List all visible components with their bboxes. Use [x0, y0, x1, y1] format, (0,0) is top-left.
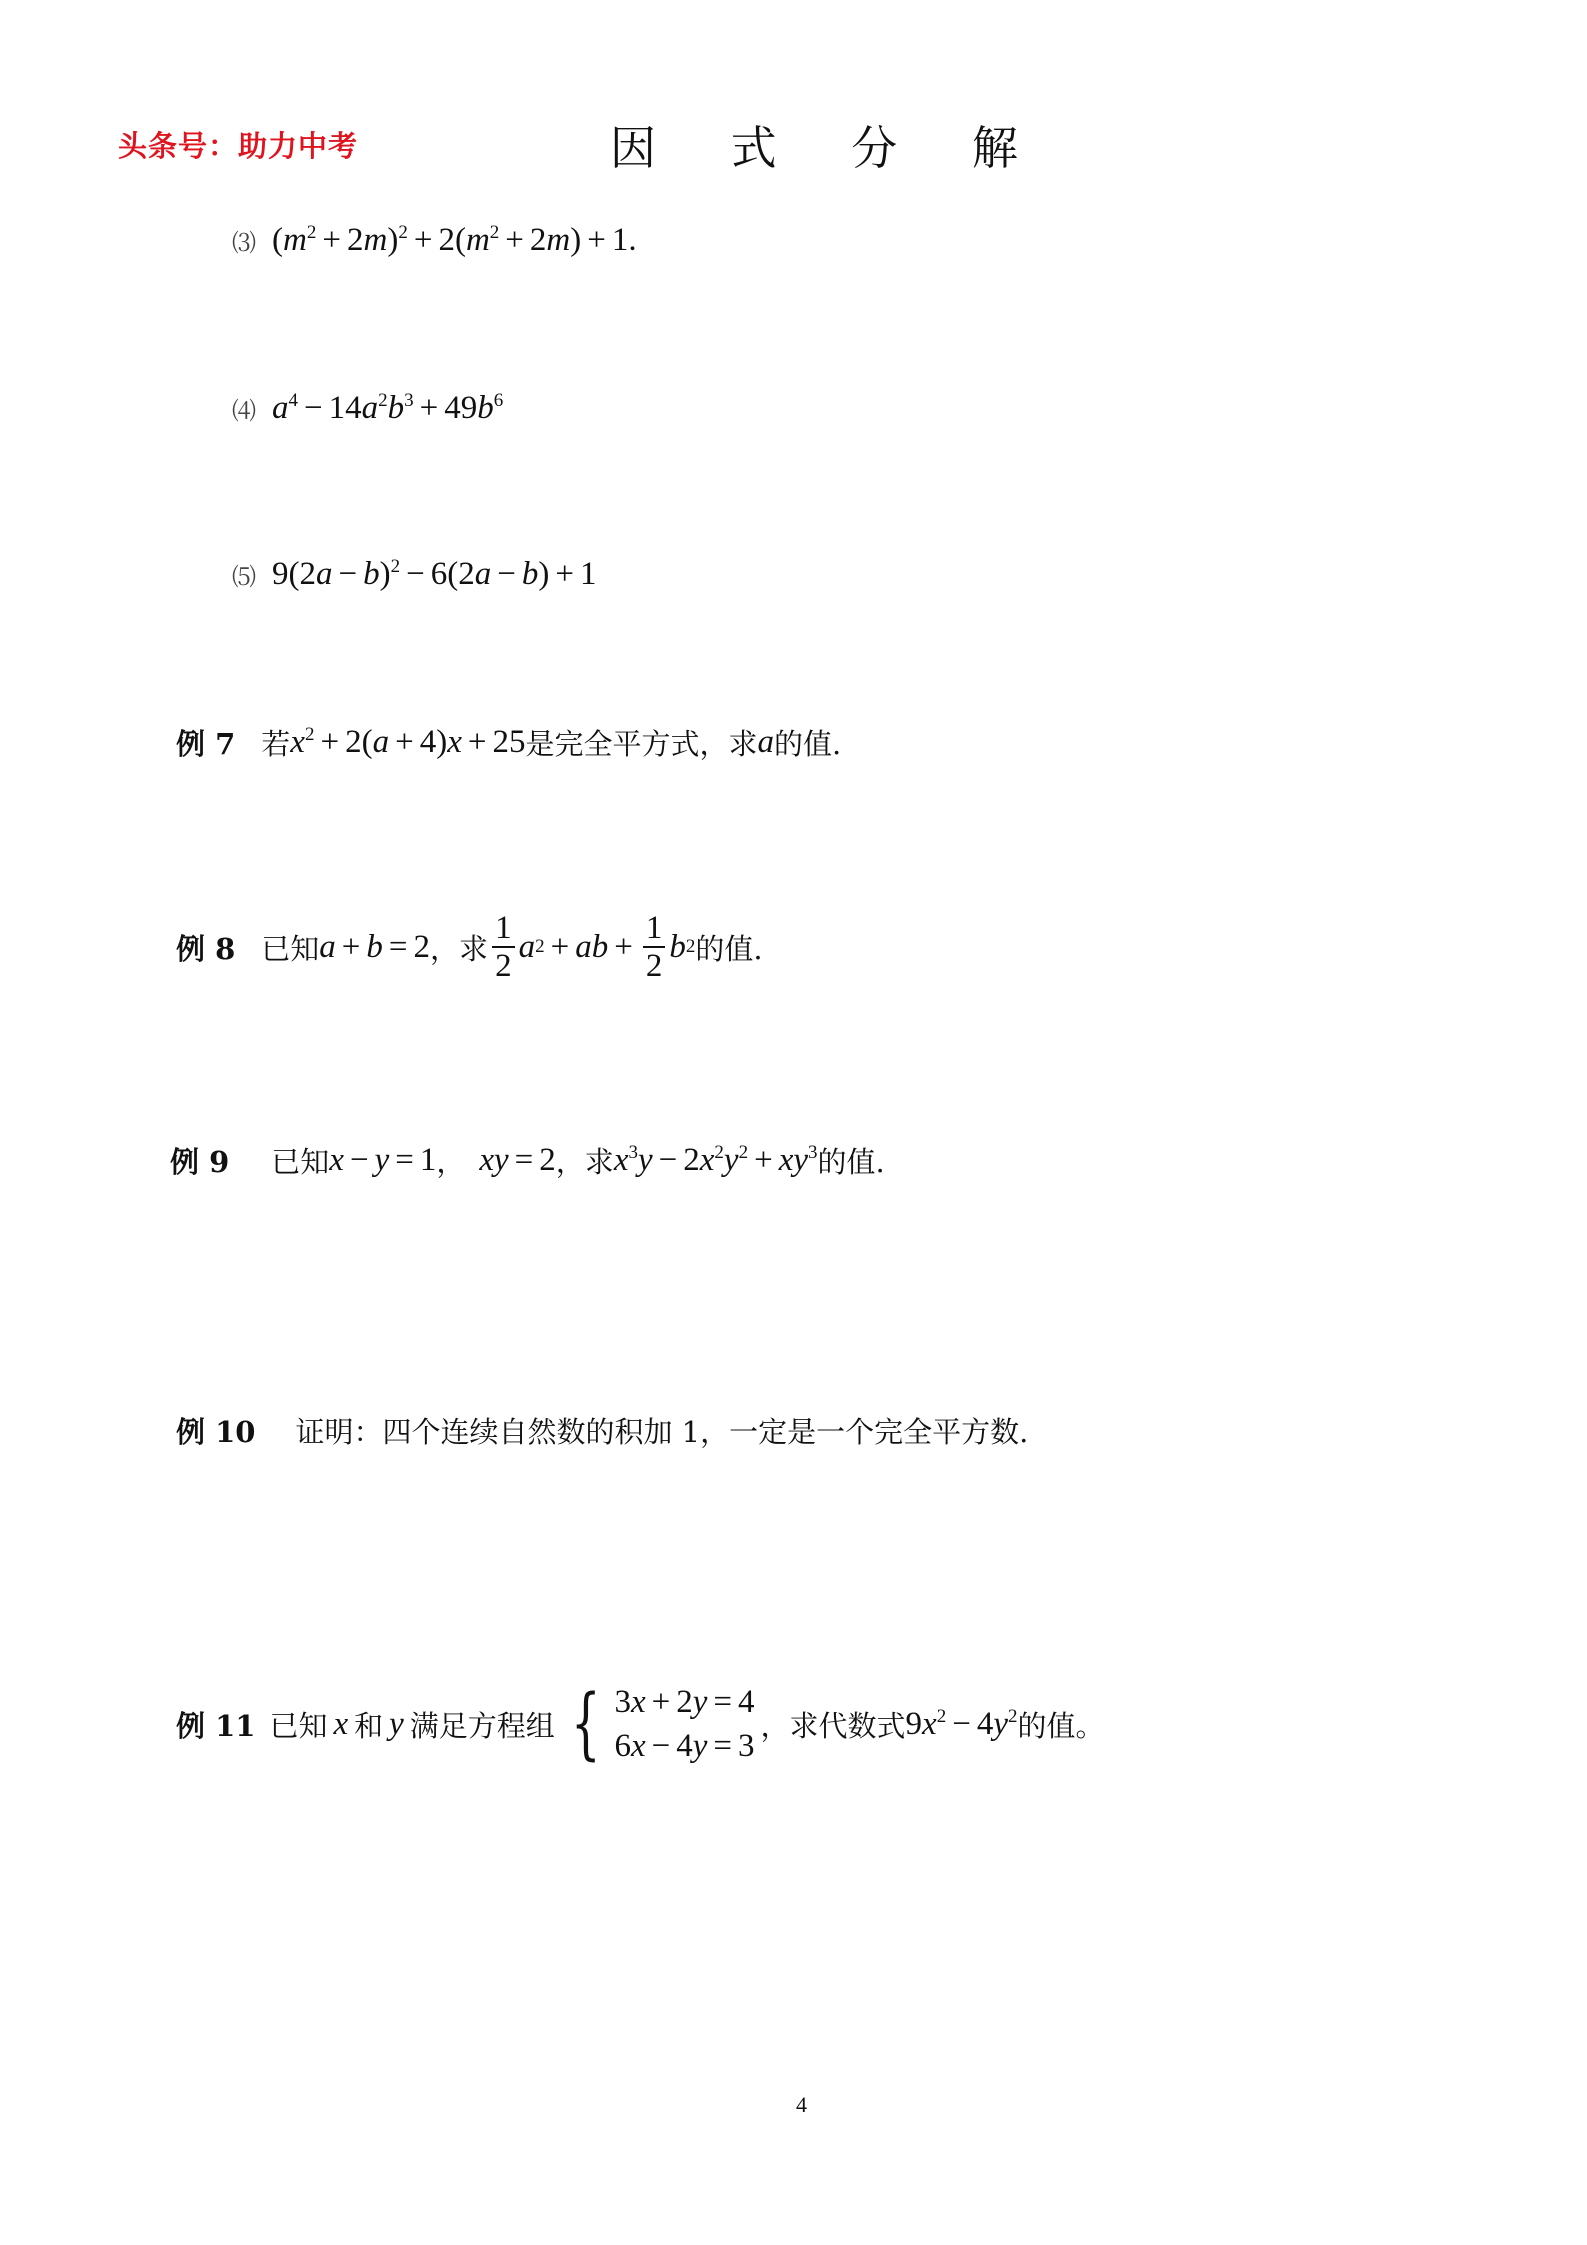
- header-source: 头条号：助力中考: [118, 129, 359, 163]
- math-expression: xy = 2: [479, 1142, 556, 1178]
- item-number: ⑷: [232, 397, 256, 425]
- example-text: 满足方程组: [409, 1708, 555, 1743]
- example-text: 的值.: [695, 931, 763, 966]
- math-expression: x − y = 1: [329, 1142, 437, 1178]
- example-text: 的值.: [817, 1145, 885, 1179]
- fraction: $\frac{1}{2}$: [643, 910, 666, 984]
- math-expression: $9(2a - b)^2 - 6(2a - b) + 1$: [272, 556, 597, 592]
- math-variable: a: [757, 724, 774, 760]
- example-text: 的值.: [774, 727, 842, 761]
- example-7: [176, 722, 841, 763]
- math-expression: $9x^2 - 4y^2$: [905, 1705, 1018, 1742]
- example-label: 例 8: [176, 931, 236, 966]
- math-variable: x: [333, 1705, 349, 1742]
- item-number: ⑶: [232, 229, 256, 257]
- math-expression: $\frac{1}{2}$ a 2 + ab + $\frac{1}{2}$ b 2: [488, 910, 695, 984]
- example-8: [176, 910, 763, 984]
- page-title: 因 式 分 解: [610, 121, 1048, 175]
- equation-row: 6x − 4y = 3: [614, 1728, 755, 1764]
- example-text: ，求代数式: [760, 1708, 906, 1743]
- example-label: 例 11: [176, 1708, 256, 1743]
- item-5: [232, 556, 597, 593]
- example-text: 已知: [271, 1145, 330, 1179]
- example-text: 已知: [269, 1708, 328, 1743]
- page-number: 4: [796, 2092, 807, 2117]
- example-text: 已知: [261, 931, 320, 966]
- example-text: 和: [354, 1708, 384, 1743]
- example-label: 例 10: [176, 1415, 256, 1449]
- example-text: 证明：四个连续自然数的积加 1，一定是一个完全平方数.: [295, 1415, 1029, 1449]
- item-4: [232, 390, 503, 427]
- example-text: ，: [436, 1145, 466, 1179]
- item-3: [232, 222, 637, 259]
- math-expression: $(m^2 + 2m)^2 + 2(m^2 + 2m) + 1$.: [272, 222, 637, 258]
- example-9: [170, 1140, 885, 1181]
- example-text: ，求: [555, 1145, 614, 1179]
- math-expression: $x^2 + 2(a + 4)x + 25$: [290, 724, 526, 760]
- equation-system: [561, 1680, 755, 1768]
- math-expression: $x^3y - 2x^2y^2 + xy^3$: [613, 1142, 818, 1178]
- math-expression: a + b = 2: [319, 928, 431, 965]
- example-10: [176, 1410, 1028, 1451]
- example-label: 例 9: [170, 1145, 230, 1179]
- item-number: ⑸: [232, 563, 256, 591]
- example-text: 的值。: [1017, 1708, 1105, 1743]
- example-label: 例 7: [176, 727, 236, 761]
- equation-row: 3x + 2y = 4: [614, 1684, 755, 1720]
- example-text: ，求: [430, 931, 489, 966]
- example-11: [176, 1680, 1104, 1768]
- example-text: 若: [261, 727, 291, 761]
- math-variable: y: [389, 1705, 404, 1742]
- math-expression: $a^4 - 14a^2b^3 + 49b^6$: [272, 390, 504, 426]
- example-text: 是完全平方式，求: [525, 727, 758, 761]
- fraction: $\frac{1}{2}$: [492, 910, 515, 984]
- brace: {: [570, 1679, 601, 1769]
